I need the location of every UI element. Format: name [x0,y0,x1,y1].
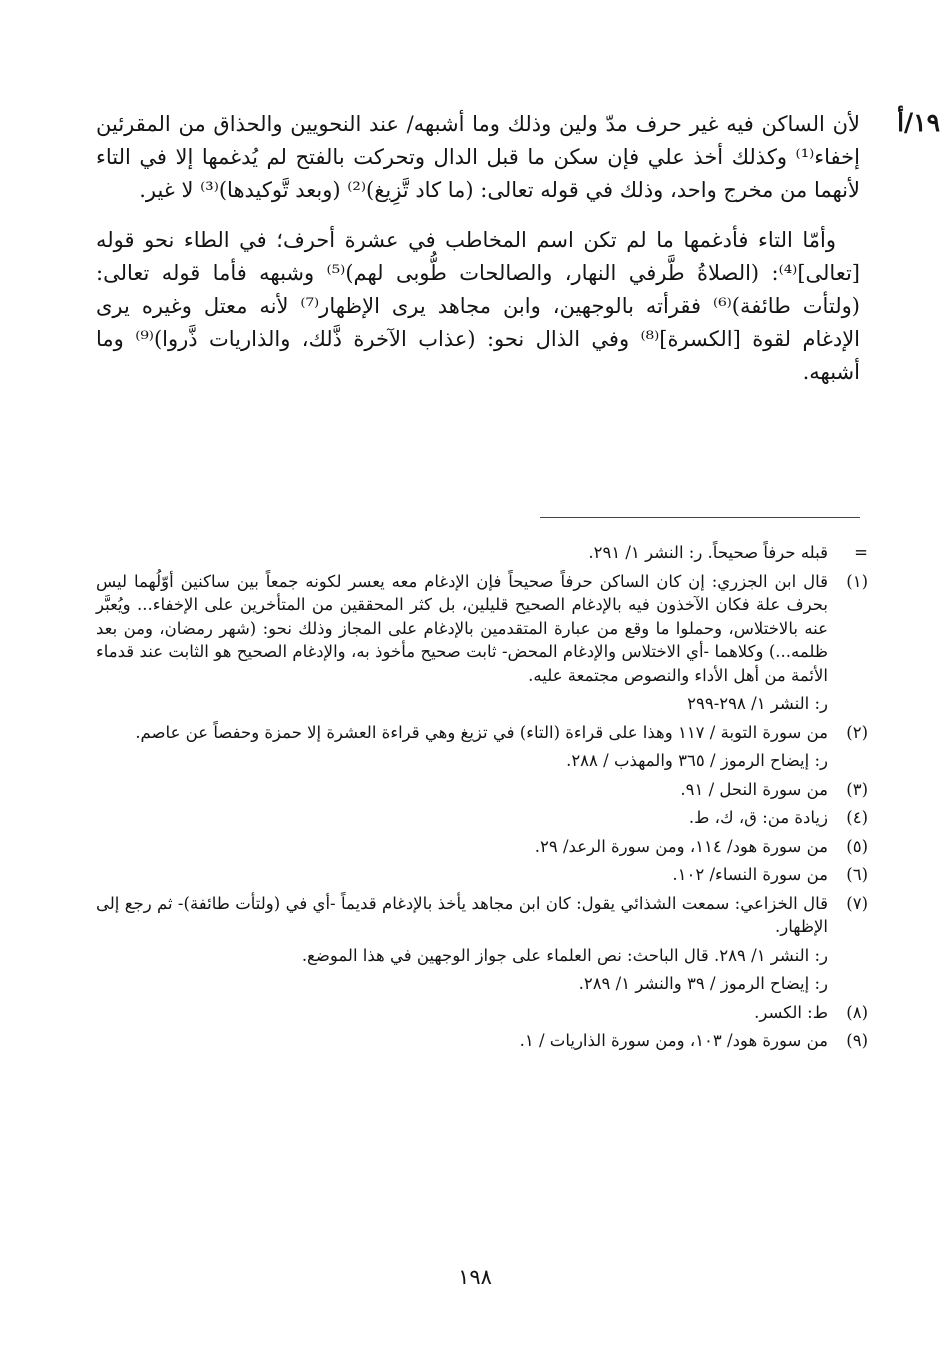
footnote-text: ط: الكسر. [754,1002,828,1022]
footnote-text: من سورة هود/ ١١٤، ومن سورة الرعد/ ٢٩. [534,836,828,856]
footnote-number: (٩) [846,1031,868,1050]
footnote-reference: ر: النشر ١/ ٢٩٨-٢٩٩ [687,694,828,713]
footnote [96,1029,868,1053]
footnotes [96,541,868,1058]
folio-marker: ١٩/أ [897,108,940,137]
footnote-number: (٨) [846,1002,868,1022]
footnote [96,1001,868,1025]
footnote-text: قال الخزاعي: سمعت الشذائي يقول: كان ابن مجاهد يأخذ بالإدغام قديماً -أي في (ولتأت طائفة)- ثم رجع إلى الإظهار. [96,893,828,936]
footnote-number: (٦) [846,865,868,884]
paragraph: وأمّا التاء فأدغمها ما لم تكن اسم المخاطب في عشرة أحرف؛ في الطاء نحو قوله [تعالى]⁽⁴⁾: (الصلاةُ طَّرفي النهار، والصالحات طُّوبى لهم)⁽⁵⁾ وشبهه فأما قوله تعالى: (ولتأت طائفة)⁽⁶⁾ فقرأته بالوجهين، وابن مجاهد يرى الإظهار⁽⁷⁾ لأنه معتل وغيره يرى الإدغام لقوة [الكسرة]⁽⁸⁾ وفي الذال نحو: (عذاب الآخرة ذَّلك، والذاريات ذَّروا)⁽⁹⁾ وما أشبهه. [96,228,861,384]
footnote-text: قبله حرفاً صحيحاً. ر: النشر ١/ ٢٩١. [588,543,828,562]
footnote-number: (٢) [846,722,868,742]
footnote [96,570,868,716]
footnote-number: (٤) [846,808,868,827]
page-number: ١٩٨ [458,1265,492,1289]
footnote-text: من سورة هود/ ١٠٣، ومن سورة الذاريات / ١. [519,1031,828,1050]
footnote-reference: ر: النشر ١/ ٢٨٩. قال الباحث: نص العلماء على جواز الوجهين في هذا الموضع. [301,945,828,965]
footnote [96,863,868,887]
footnote [96,778,868,802]
footnote [96,541,868,565]
footnote-number: (١) [846,571,868,591]
footnote [96,835,868,859]
footnote-number: (٣) [846,779,868,799]
footnote-number: = [854,543,868,562]
main-text [96,108,860,389]
footnote-reference: ر: إيضاح الرموز / ٣٦٥ والمهذب / ٢٨٨. [566,751,828,770]
footnote-text: من سورة النحل / ٩١. [680,779,828,799]
footnote-separator [540,517,860,518]
footnote [96,721,868,773]
footnote [96,806,868,830]
footnote-text: زيادة من: ق، ك، ط. [688,808,828,827]
footnote-number: (٥) [846,836,868,856]
footnote [96,892,868,996]
footnote-number: (٧) [846,893,868,913]
paragraph: لأن الساكن فيه غير حرف مدّ ولين وذلك وما أشبهه/ عند النحويين والحذاق من المقرئين إخفاء⁽¹⁾ وكذلك أخذ علي فإن سكن ما قبل الدال وتحركت بالفتح لم يُدغمها إلا في التاء لأنهما من مخرج واحد، وذلك في قوله تعالى: (ما كاد تَّزِيغ)⁽²⁾ (وبعد تَّوكيدها)⁽³⁾ لا غير. [96,112,860,202]
footnote-text: من سورة التوبة / ١١٧ وهذا على قراءة (التاء) في تزيغ وهي قراءة العشرة إلا حمزة وحفصاً عن عاصم. [135,722,828,742]
footnote-text: قال ابن الجزري: إن كان الساكن حرفاً صحيحاً فإن الإدغام معه يعسر لكونه جمعاً بين ساكنين أوّلُهما ليس بحرف علة فكان الآخذون فيه بالإدغام الصحيح قليلين، بل كثر المحققين من المتأخرين على الإخفاء... ويُعبَّر عنه بالاختلاس، وحملوا ما وقع من عبارة المتقدمين بالإدغام على المجاز وذلك نحو: (شهر رمضان، ومن بعد ظلمه...) وكلاهما -أي الاختلاس والإدغام المحض- ثابت صحيح مأخوذ به، والإدغام الصحيح هو الثابت عند قدماء الأئمة من أهل الأداء والنصوص مجتمعة عليه. [96,571,828,685]
footnote-text: من سورة النساء/ ١٠٢. [672,865,828,884]
footnote-reference: ر: إيضاح الرموز / ٣٩ والنشر ١/ ٢٨٩. [578,974,828,993]
